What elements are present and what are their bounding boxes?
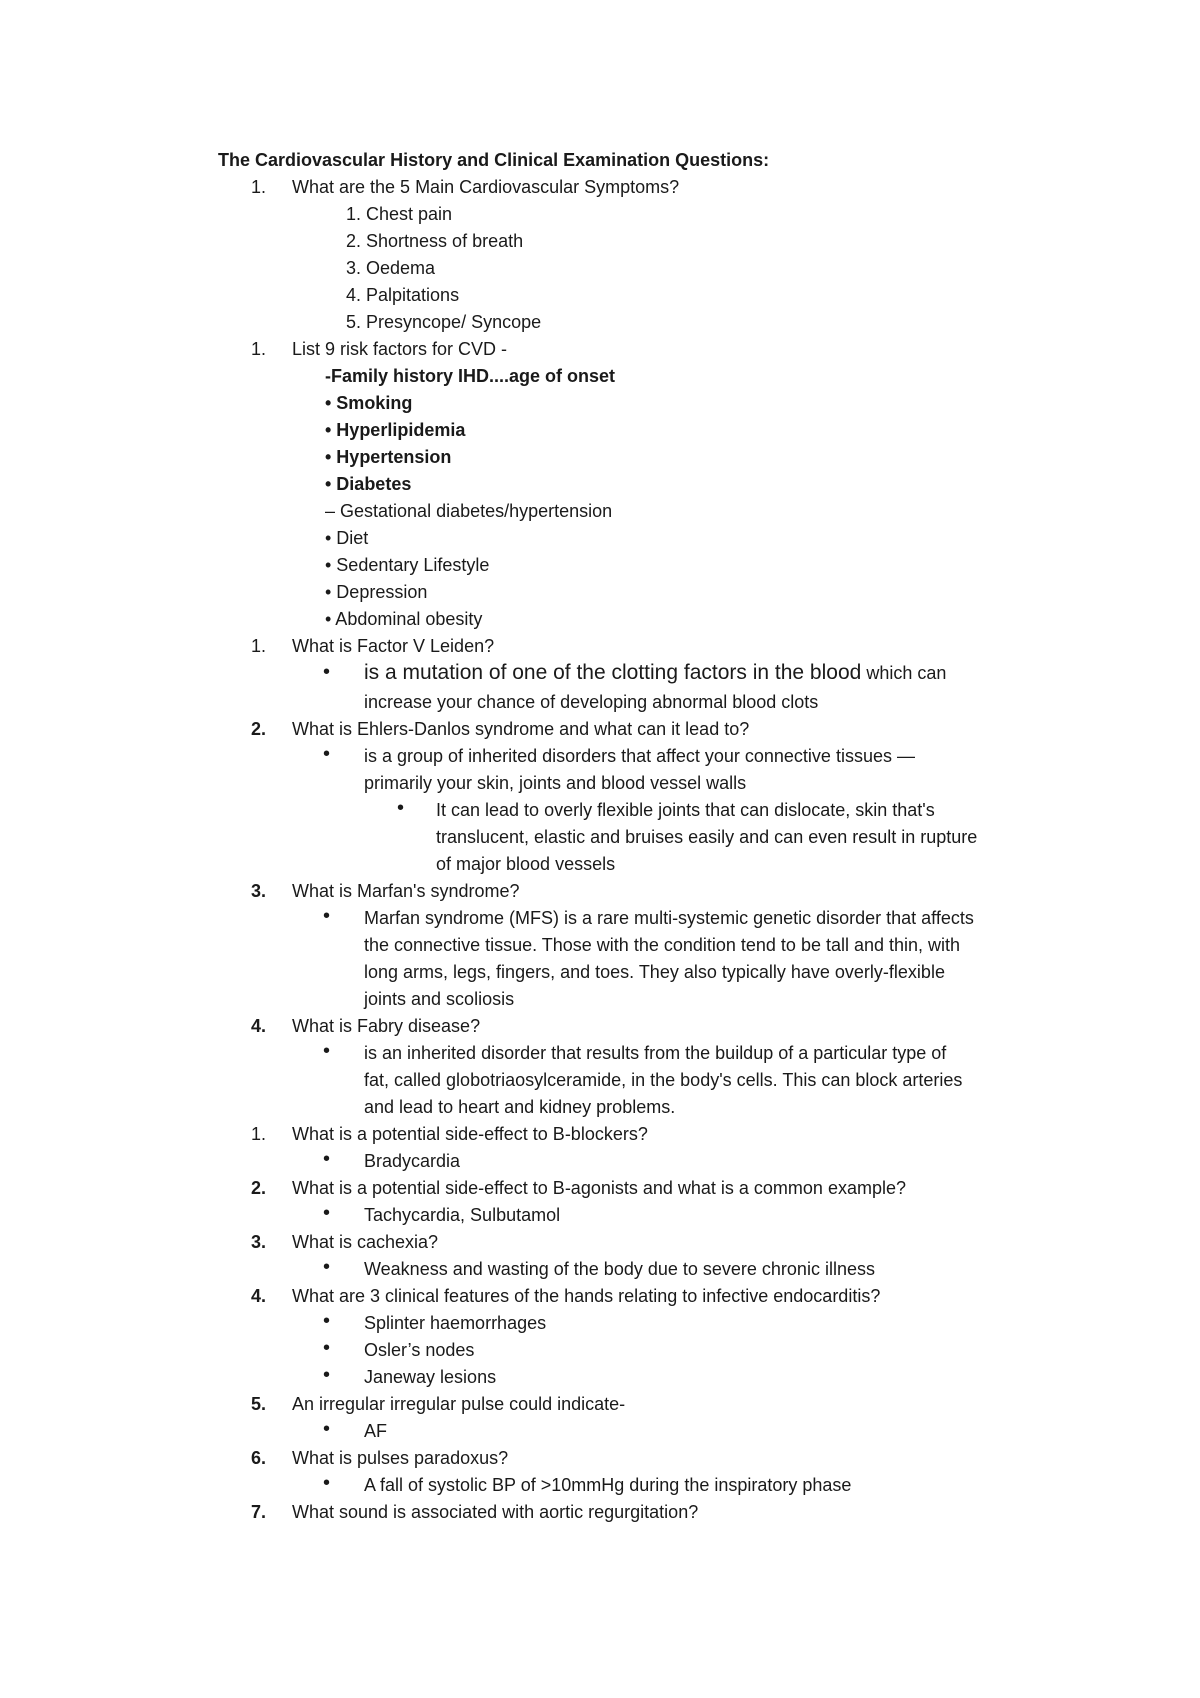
question-number: 7. <box>250 1502 266 1522</box>
list-item: • Sedentary Lifestyle <box>325 555 490 575</box>
answer-text: which can <box>866 663 947 683</box>
answer-line: translucent, elastic and bruises easily and can even result in rupture <box>436 827 978 847</box>
question-text: What is cachexia? <box>292 1232 439 1252</box>
answer-line: fat, called globotriaosylceramide, in the body's cells. This can block arteries <box>364 1070 963 1090</box>
answer-line <box>364 662 946 684</box>
list-item: 4. Palpitations <box>346 285 460 305</box>
answer-line: Splinter haemorrhages <box>364 1313 547 1333</box>
question-number: 4. <box>250 1016 266 1036</box>
question-number: 3. <box>250 881 266 901</box>
bullet-icon: • <box>323 905 331 927</box>
answer-line: the connective tissue. Those with the condition tend to be tall and thin, with <box>364 935 961 955</box>
list-item: • Abdominal obesity <box>325 609 483 629</box>
answer-line: is an inherited disorder that results from the buildup of a particular type of <box>364 1043 947 1063</box>
answer-line: A fall of systolic BP of >10mmHg during the inspiratory phase <box>364 1475 852 1495</box>
answer-line: Janeway lesions <box>364 1367 497 1387</box>
answer-line: Weakness and wasting of the body due to severe chronic illness <box>364 1259 875 1279</box>
bullet-icon: • <box>397 797 405 819</box>
list-item: • Depression <box>325 582 428 602</box>
question-text: What is a potential side-effect to B-agonists and what is a common example? <box>292 1178 906 1198</box>
answer-line: joints and scoliosis <box>364 989 515 1009</box>
answer-line: long arms, legs, fingers, and toes. They also typically have overly-flexible <box>364 962 945 982</box>
question-text: What is pulses paradoxus? <box>292 1448 509 1468</box>
question-text: What sound is associated with aortic regurgitation? <box>292 1502 699 1522</box>
question-number: 4. <box>250 1286 266 1306</box>
question-number: 2. <box>250 719 266 739</box>
bullet-icon: • <box>323 1364 331 1386</box>
answer-line: Marfan syndrome (MFS) is a rare multi-systemic genetic disorder that affects <box>364 908 974 928</box>
question-number: 5. <box>250 1394 266 1414</box>
answer-line: primarily your skin, joints and blood vessel walls <box>364 773 747 793</box>
question-text: What is a potential side-effect to B-blockers? <box>292 1124 648 1144</box>
question-number: 1. <box>250 1124 266 1144</box>
bullet-icon: • <box>323 1418 331 1440</box>
question-text: What are the 5 Main Cardiovascular Symptoms? <box>292 177 680 197</box>
bullet-icon: • <box>323 1310 331 1332</box>
question-number: 6. <box>250 1448 266 1468</box>
answer-line: increase your chance of developing abnormal blood clots <box>364 692 819 712</box>
list-item: • Diabetes <box>325 474 412 494</box>
page-title: The Cardiovascular History and Clinical Examination Questions: <box>218 150 770 170</box>
list-item: – Gestational diabetes/hypertension <box>325 501 613 521</box>
bullet-icon: • <box>323 661 331 683</box>
question-text: What is Fabry disease? <box>292 1016 481 1036</box>
bullet-icon: • <box>323 1202 331 1224</box>
question-number: 3. <box>250 1232 266 1252</box>
answer-line: and lead to heart and kidney problems. <box>364 1097 676 1117</box>
answer-line: is a group of inherited disorders that affect your connective tissues — <box>364 746 915 766</box>
answer-line: Osler’s nodes <box>364 1340 475 1360</box>
question-text: What is Factor V Leiden? <box>292 636 495 656</box>
answer-line: Tachycardia, Sulbutamol <box>364 1205 561 1225</box>
question-text: What is Ehlers-Danlos syndrome and what can it lead to? <box>292 719 750 739</box>
list-item: • Smoking <box>325 393 413 413</box>
risk-factor-family-history: -Family history IHD....age of onset <box>325 366 616 386</box>
bullet-icon: • <box>323 743 331 765</box>
list-item: 1. Chest pain <box>346 204 453 224</box>
list-item: 3. Oedema <box>346 258 436 278</box>
question-number: 2. <box>250 1178 266 1198</box>
list-item: • Hypertension <box>325 447 452 467</box>
list-item: • Hyperlipidemia <box>325 420 466 440</box>
question-number: 1. <box>250 339 266 359</box>
bullet-icon: • <box>323 1040 331 1062</box>
bullet-icon: • <box>323 1472 331 1494</box>
answer-line: Bradycardia <box>364 1151 461 1171</box>
bullet-icon: • <box>323 1148 331 1170</box>
question-text: An irregular irregular pulse could indicate- <box>292 1394 626 1414</box>
list-item: 2. Shortness of breath <box>346 231 524 251</box>
answer-line: of major blood vessels <box>436 854 616 874</box>
bullet-icon: • <box>323 1337 331 1359</box>
question-text: List 9 risk factors for CVD - <box>292 339 508 359</box>
question-text: What are 3 clinical features of the hands relating to infective endocarditis? <box>292 1286 881 1306</box>
answer-line: It can lead to overly flexible joints that can dislocate, skin that's <box>436 800 935 820</box>
list-item: 5. Presyncope/ Syncope <box>346 312 542 332</box>
answer-line: AF <box>364 1421 388 1441</box>
answer-emphasis: is a mutation of one of the clotting factors in the blood <box>364 661 862 684</box>
question-number: 1. <box>250 636 266 656</box>
question-text: What is Marfan's syndrome? <box>292 881 520 901</box>
bullet-icon: • <box>323 1256 331 1278</box>
list-item: • Diet <box>325 528 369 548</box>
question-number: 1. <box>250 177 266 197</box>
